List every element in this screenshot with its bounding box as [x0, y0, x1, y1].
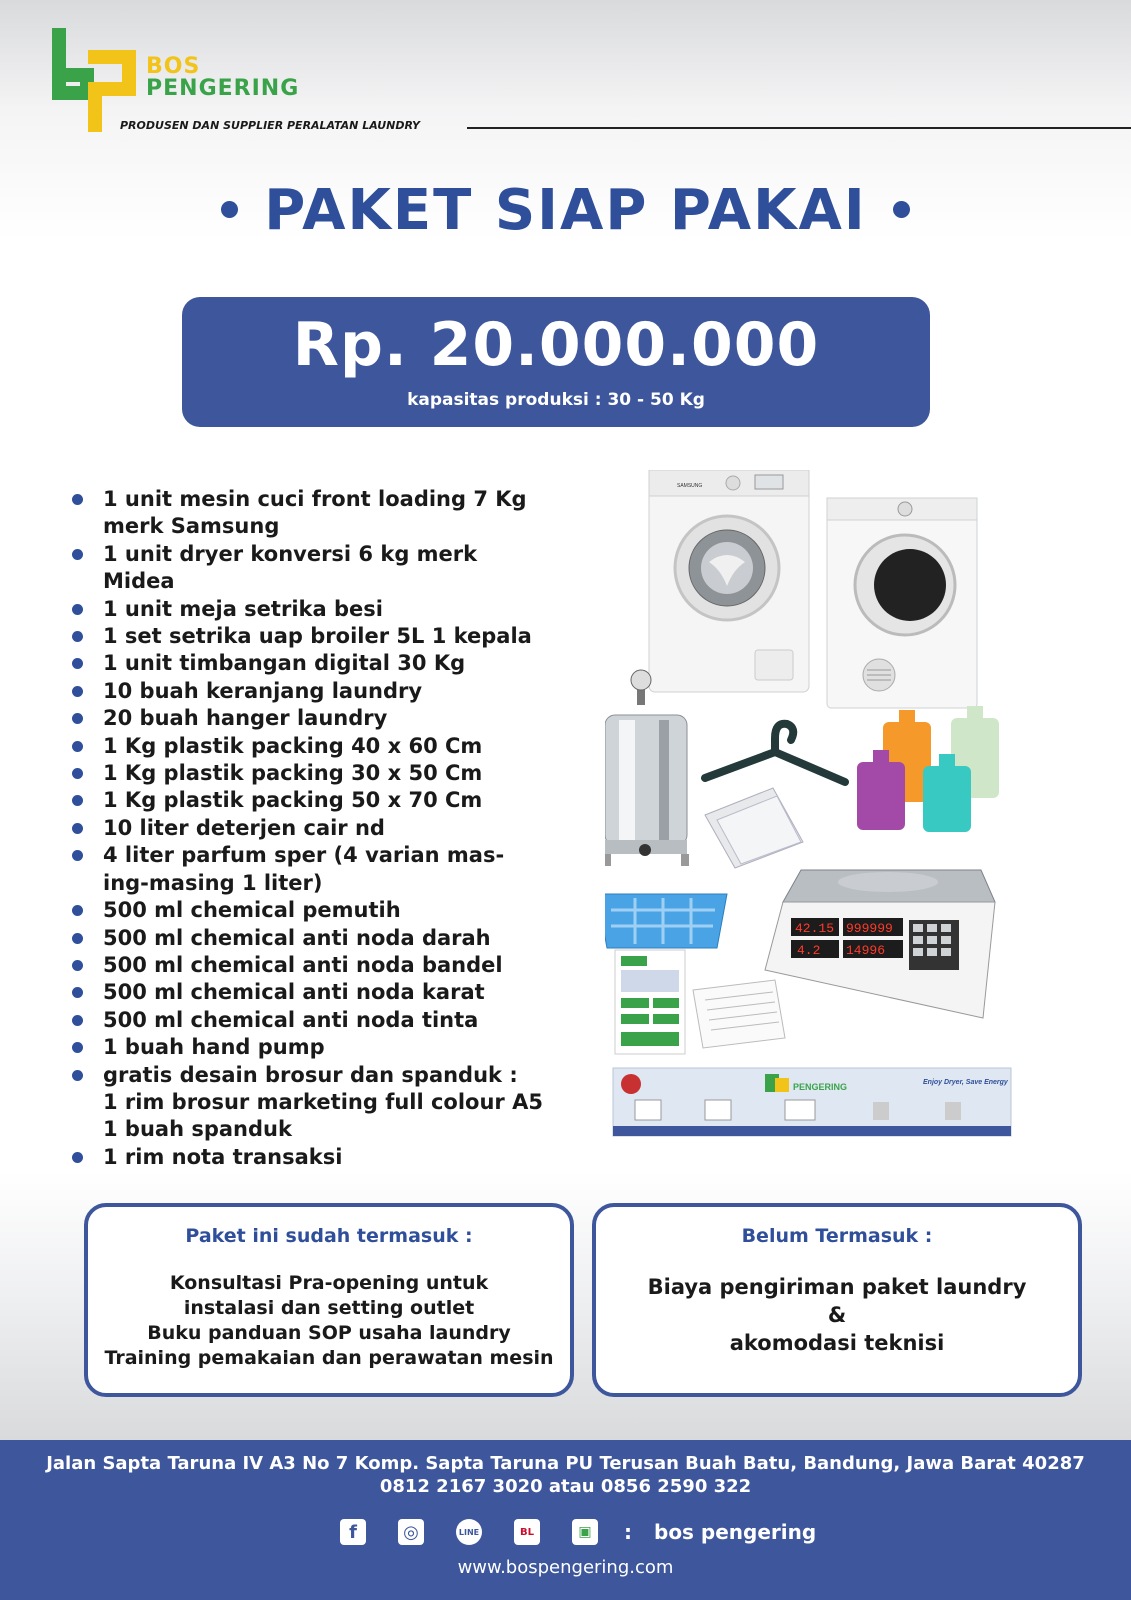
- included-heading: Paket ini sudah termasuk :: [185, 1225, 473, 1247]
- list-bullet-icon: [72, 1015, 83, 1026]
- package-item: [70, 733, 570, 760]
- scale-display-price: 999999: [846, 921, 893, 936]
- page-title-row: [0, 178, 1131, 243]
- instagram-icon[interactable]: ◎: [398, 1519, 424, 1545]
- social-handle: bos pengering: [654, 1520, 817, 1544]
- package-item: [70, 1144, 570, 1171]
- package-item: [70, 815, 570, 842]
- package-item: [70, 787, 570, 814]
- package-item-text: 4 liter parfum sper (4 varian mas- ing-masing 1 liter): [103, 843, 505, 895]
- scale-display-unit: 4.2: [797, 943, 821, 958]
- package-item: [70, 1034, 570, 1061]
- footer-address: Jalan Sapta Taruna IV A3 No 7 Komp. Sapta Taruna PU Terusan Buah Batu, Bandung, Jawa Barat 40287: [46, 1453, 1085, 1474]
- website-link[interactable]: www.bospengering.com: [457, 1557, 674, 1578]
- package-item-text: 1 rim nota transaksi: [103, 1144, 343, 1169]
- footer-contact: [0, 1452, 1131, 1498]
- list-bullet-icon: [72, 850, 83, 861]
- steam-boiler-image: [605, 670, 689, 866]
- package-item-text: 1 Kg plastik packing 40 x 60 Cm: [103, 733, 483, 758]
- package-item: [70, 925, 570, 952]
- excluded-lines: [596, 1273, 1078, 1357]
- brand-name-line1: BOS: [146, 54, 201, 79]
- list-bullet-icon: [72, 741, 83, 752]
- package-item: [70, 1007, 570, 1034]
- list-bullet-icon: [72, 1070, 83, 1081]
- digital-scale-image: [765, 870, 995, 1018]
- list-bullet-icon: [72, 1152, 83, 1163]
- footer-phone: 0812 2167 3020 atau 0856 2590 322: [379, 1476, 752, 1497]
- title-bullet-right: [893, 201, 910, 218]
- package-item-text: 1 unit timbangan digital 30 Kg: [103, 651, 466, 676]
- excluded-line: akomodasi teknisi: [729, 1331, 945, 1355]
- list-bullet-icon: [72, 631, 83, 642]
- production-capacity: kapasitas produksi : 30 - 50 Kg: [407, 390, 705, 410]
- banner-brand-text: PENGERING: [793, 1082, 848, 1092]
- price-amount: Rp. 20.000.000: [292, 310, 820, 380]
- dryer-image: [827, 498, 977, 708]
- included-line: Training pemakaian dan perawatan mesin: [104, 1347, 554, 1369]
- excluded-line: &: [827, 1303, 847, 1327]
- package-item: [70, 842, 570, 897]
- package-item: [70, 678, 570, 705]
- list-bullet-icon: [72, 1042, 83, 1053]
- product-collage: [605, 470, 1025, 1150]
- package-item: [70, 897, 570, 924]
- scale-display-weight: 42.15: [795, 921, 835, 936]
- included-line: Buku panduan SOP usaha laundry: [147, 1322, 511, 1344]
- package-item-text: 10 liter deterjen cair nd: [103, 815, 385, 840]
- package-item-text: 1 unit meja setrika besi: [103, 596, 383, 621]
- brand-logo-mark: [52, 28, 136, 132]
- package-item-text: 1 unit dryer konversi 6 kg merk Midea: [103, 541, 478, 594]
- laundry-basket-image: [605, 894, 727, 948]
- list-bullet-icon: [72, 686, 83, 697]
- package-item-text: 1 Kg plastik packing 30 x 50 Cm: [103, 761, 483, 786]
- package-item-text: 500 ml chemical anti noda karat: [103, 980, 485, 1005]
- title-bullet-left: [221, 201, 238, 218]
- package-item-text: 1 buah hand pump: [103, 1035, 325, 1060]
- washing-machine-image: [649, 470, 809, 692]
- package-item-text: 20 buah hanger laundry: [103, 706, 388, 731]
- transaction-note-image: [693, 980, 785, 1048]
- social-handle-row: : bos pengering: [624, 1520, 817, 1544]
- tokopedia-icon[interactable]: ▣: [572, 1519, 598, 1545]
- package-item-text: 1 unit mesin cuci front loading 7 Kg merk Samsung: [103, 487, 527, 539]
- package-item-text: gratis desain brosur dan spanduk : 1 rim brosur marketing full colour A5 1 buah spanduk: [103, 1062, 543, 1142]
- package-item-text: 1 Kg plastik packing 50 x 70 Cm: [103, 788, 483, 813]
- line-icon[interactable]: LINE: [456, 1519, 482, 1545]
- washer-brand-label: SAMSUNG: [677, 483, 703, 489]
- list-bullet-icon: [72, 549, 83, 560]
- brand-name-line2: PENGERING: [146, 76, 300, 101]
- package-item: [70, 952, 570, 979]
- included-box: [84, 1203, 574, 1397]
- laundry-hanger-image: [705, 724, 845, 782]
- excluded-box: [592, 1203, 1082, 1397]
- package-item: [70, 623, 570, 650]
- list-bullet-icon: [72, 933, 83, 944]
- bukalapak-icon[interactable]: BL: [514, 1519, 540, 1545]
- list-bullet-icon: [72, 768, 83, 779]
- scale-display-total: 14996: [846, 943, 886, 958]
- package-item: [70, 596, 570, 623]
- detergent-jerrycans-image: [857, 706, 999, 832]
- list-bullet-icon: [72, 604, 83, 615]
- package-item: [70, 979, 570, 1006]
- list-bullet-icon: [72, 795, 83, 806]
- list-bullet-icon: [72, 987, 83, 998]
- included-line: instalasi dan setting outlet: [183, 1297, 475, 1319]
- banner-slogan-text: Enjoy Dryer, Save Energy: [923, 1079, 1008, 1086]
- package-item-text: 1 set setrika uap broiler 5L 1 kepala: [103, 624, 532, 649]
- list-bullet-icon: [72, 960, 83, 971]
- brochure-thumbnail-image: [615, 950, 685, 1054]
- package-item-text: 10 buah keranjang laundry: [103, 678, 423, 703]
- list-bullet-icon: [72, 713, 83, 724]
- package-item: [70, 1062, 570, 1144]
- header-divider: [467, 127, 1131, 129]
- package-item-list: [70, 486, 570, 1171]
- social-links: [340, 1516, 816, 1548]
- list-bullet-icon: [72, 494, 83, 505]
- package-item: [70, 486, 570, 541]
- promo-banner-image: [613, 1068, 1011, 1136]
- package-item-text: 500 ml chemical anti noda bandel: [103, 952, 503, 977]
- list-bullet-icon: [72, 823, 83, 834]
- excluded-line: Biaya pengiriman paket laundry: [647, 1275, 1027, 1299]
- package-item-text: 500 ml chemical anti noda darah: [103, 925, 491, 950]
- package-item-text: 500 ml chemical pemutih: [103, 898, 401, 923]
- included-lines: [88, 1271, 570, 1371]
- facebook-icon[interactable]: f: [340, 1519, 366, 1545]
- package-item-text: 500 ml chemical anti noda tinta: [103, 1007, 479, 1032]
- package-item: [70, 541, 570, 596]
- package-item: [70, 650, 570, 677]
- package-item: [70, 705, 570, 732]
- brand-tagline: PRODUSEN DAN SUPPLIER PERALATAN LAUNDRY: [120, 119, 420, 132]
- list-bullet-icon: [72, 658, 83, 669]
- package-item: [70, 760, 570, 787]
- excluded-heading: Belum Termasuk :: [741, 1225, 933, 1247]
- included-line: Konsultasi Pra-opening untuk: [169, 1272, 489, 1294]
- plastic-packing-image: [705, 788, 803, 868]
- page-title: PAKET SIAP PAKAI: [264, 178, 867, 243]
- list-bullet-icon: [72, 905, 83, 916]
